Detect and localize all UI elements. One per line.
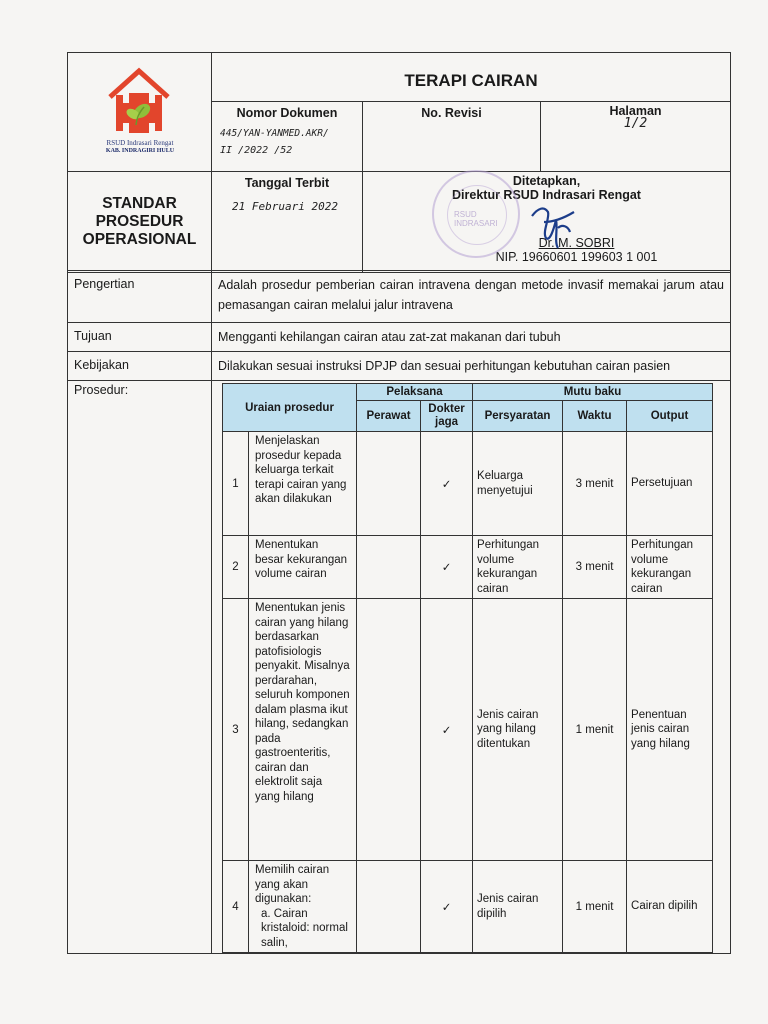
row-output: Perhitungan volume kekurangan cairan: [627, 536, 713, 599]
no-revisi-cell: [363, 102, 541, 172]
logo-hospital-name: RSUD Indrasari Rengat: [106, 139, 174, 147]
tujuan-label: Tujuan: [68, 323, 212, 352]
perawat-cell: [357, 599, 421, 861]
header-waktu: Waktu: [563, 401, 627, 432]
table-row: [223, 599, 713, 861]
perawat-cell: [357, 536, 421, 599]
row-number: 3: [223, 599, 249, 861]
row-persyaratan: Perhitungan volume kekurangan cairan: [473, 536, 563, 599]
hospital-logo-icon: [106, 67, 172, 137]
pengertian-text: Adalah prosedur pemberian cairan intravena dengan metode invasif memakai jarum atau pemasangan cairan melalui jalur intravena: [212, 271, 731, 323]
row-waktu: 1 menit: [563, 599, 627, 861]
logo-regency-name: KAB. INDRAGIRI HULU: [105, 148, 175, 154]
perawat-cell: [357, 432, 421, 536]
director-nip: NIP. 19660601 199603 1 001: [495, 250, 658, 264]
sop-label-line2: PROSEDUR: [95, 213, 184, 230]
row-description: [249, 861, 357, 953]
row-persyaratan: Jenis cairan dipilih: [473, 861, 563, 953]
sop-label-cell: [68, 172, 212, 273]
halaman-label: Halaman: [609, 104, 662, 119]
ditetapkan-line1: Ditetapkan,: [512, 174, 581, 188]
pengertian-label: Pengertian: [68, 271, 212, 323]
row-persyaratan: Jenis cairan yang hilang ditentukan: [473, 599, 563, 861]
ditetapkan-line2: Direktur RSUD Indrasari Rengat: [452, 188, 641, 202]
row-number: 1: [223, 432, 249, 536]
nomor-dokumen-line1: 445/YAN-YANMED.AKR/: [220, 128, 329, 140]
check-icon: ✓: [421, 599, 473, 861]
halaman-cell: [541, 102, 731, 172]
row-number: 4: [223, 861, 249, 953]
table-row: [223, 861, 713, 953]
logo-cell: [68, 53, 212, 172]
document-title: TERAPI CAIRAN: [212, 53, 731, 102]
header-pelaksana: Pelaksana: [357, 384, 473, 401]
prosedur-label: Prosedur:: [68, 381, 212, 954]
row-output: Cairan dipilih: [627, 861, 713, 953]
perawat-cell: [357, 861, 421, 953]
header-perawat: Perawat: [357, 401, 421, 432]
official-stamp: [432, 170, 520, 258]
kebijakan-label: Kebijakan: [68, 352, 212, 381]
tujuan-text: Mengganti kehilangan cairan atau zat-zat makanan dari tubuh: [212, 323, 731, 352]
row-description: Menentukan jenis cairan yang hilang berdasarkan patofisiologis penyakit. Misalnya perdarahan, seluruh komponen dalam plasma ikut hilang, sedangkan pada gastroenteritis, cairan dan elektrolit saja yang hilang: [249, 599, 357, 861]
row-waktu: 3 menit: [563, 432, 627, 536]
nomor-dokumen-label: Nomor Dokumen: [236, 106, 338, 121]
header-dokter-jaga: Dokter jaga: [421, 401, 473, 432]
no-revisi-label: No. Revisi: [421, 106, 482, 121]
tanggal-terbit-cell: [212, 172, 363, 273]
check-icon: ✓: [421, 536, 473, 599]
row-description-main: Memilih cairan yang akan digunakan:: [255, 864, 330, 905]
row-number: 2: [223, 536, 249, 599]
halaman-value: 1/2: [623, 116, 648, 132]
table-row: [223, 536, 713, 599]
header-mutu-baku: Mutu baku: [473, 384, 713, 401]
nomor-dokumen-line2: II /2022 /52: [220, 145, 293, 157]
sop-label-line3: OPERASIONAL: [82, 231, 197, 248]
row-description: Menentukan besar kekurangan volume cairan: [249, 536, 357, 599]
sop-body-table: [67, 270, 731, 954]
document-header: [67, 52, 731, 273]
header-uraian: Uraian prosedur: [223, 384, 357, 432]
row-description: Menjelaskan prosedur kepada keluarga terkait terapi cairan yang akan dilakukan: [249, 432, 357, 536]
header-persyaratan: Persyaratan: [473, 401, 563, 432]
row-persyaratan: Keluarga menyetujui: [473, 432, 563, 536]
row-waktu: 3 menit: [563, 536, 627, 599]
sop-label-line1: STANDAR: [102, 195, 177, 212]
check-icon: ✓: [421, 861, 473, 953]
nomor-dokumen-cell: [212, 102, 363, 172]
tanggal-terbit-label: Tanggal Terbit: [244, 176, 330, 190]
row-description-sub: a. Cairan kristaloid: normal salin,: [261, 907, 348, 949]
director-name: Dr. M. SOBRI: [538, 236, 615, 250]
table-row: [223, 432, 713, 536]
stamp-text: RSUD INDRASARI: [454, 210, 498, 228]
prosedur-cell: [212, 381, 731, 954]
row-waktu: 1 menit: [563, 861, 627, 953]
prosedur-table: [222, 383, 713, 953]
kebijakan-text: Dilakukan sesuai instruksi DPJP dan sesuai perhitungan kebutuhan cairan pasien: [212, 352, 731, 381]
tanggal-terbit-value: 21 Februari 2022: [232, 200, 338, 213]
header-output: Output: [627, 401, 713, 432]
signature-icon: [524, 198, 584, 258]
row-output: Penentuan jenis cairan yang hilang: [627, 599, 713, 861]
check-icon: ✓: [421, 432, 473, 536]
row-output: Persetujuan: [627, 432, 713, 536]
